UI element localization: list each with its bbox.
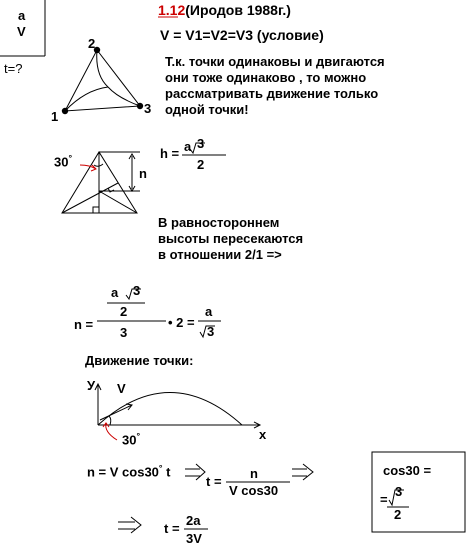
final-deg: ° [158,463,163,473]
n-lhs: n = [74,317,94,332]
result-num: 2a [186,513,201,528]
t-eq: t = [206,474,222,489]
label-3: 3 [144,101,152,116]
reasoning-text [165,54,385,118]
motion-title: Движение точки: [85,353,194,368]
n-inner-den: 2 [120,304,128,319]
height-triangle-figure [62,152,140,213]
n-inner-root: 3 [133,283,141,298]
h-num-root: 3 [197,136,205,151]
triangle-figure [62,47,143,114]
cos-label: cos30 = [383,463,432,478]
final-t: t [166,464,171,480]
implies-arrow-2 [292,464,313,480]
condition: V = V1=V2=V3 [160,27,254,43]
result-lhs: t = [164,521,180,536]
t-num: n [250,466,258,481]
label-2: 2 [88,36,96,51]
reasoning-line-2: они тоже одинаково , то можно [165,70,367,85]
motion-angle: 30 [122,432,137,448]
label-1: 1 [51,109,59,124]
n-outer-den: 3 [120,325,128,340]
problem-number: 1.12 [158,2,186,18]
given-a: a [18,8,26,23]
n-rhs-root: 3 [207,324,215,339]
equilateral-line-3: в отношении 2/1 => [158,247,282,262]
y-axis-label: У [87,378,96,393]
v-label: V [117,381,126,396]
cos-root: 3 [395,484,403,499]
n-rhs-num: a [205,304,213,319]
n-times: • 2 = [168,315,195,330]
angle-deg: ° [68,153,73,163]
reasoning-line-1: Т.к. точки одинаковы и двигаются [165,54,385,69]
h-num-a: a [184,139,192,154]
equilateral-line-1: В равностороннем [158,215,280,230]
cos-eq: = [380,492,388,507]
problem-source: (Иродов 1988г.) [185,2,291,18]
condition-note: (условие) [256,27,324,43]
given-ask: t=? [4,61,23,76]
reasoning-line-3: рассматривать движение только [165,86,379,101]
h-den: 2 [197,157,205,172]
x-axis-label: x [259,427,267,442]
equilateral-line-2: высоты пересекаются [158,231,304,246]
result-den: 3V [186,531,202,546]
cos-den: 2 [394,507,402,522]
final-lhs: n = V cos30 [87,464,159,480]
implies-arrow-3 [118,517,141,533]
point-3 [137,103,143,109]
motion-angle-deg: ° [136,431,141,441]
equilateral-note [158,215,303,263]
height-mark: n [139,166,147,181]
given-v: V [17,24,26,39]
n-inner-a: a [111,285,119,300]
h-lhs: h = [160,146,180,161]
implies-arrow-1 [185,464,205,480]
reasoning-line-4: одной точки! [165,102,249,117]
point-1 [62,108,68,114]
angle-label: 30 [54,154,69,170]
t-den: V cos30 [229,483,279,498]
